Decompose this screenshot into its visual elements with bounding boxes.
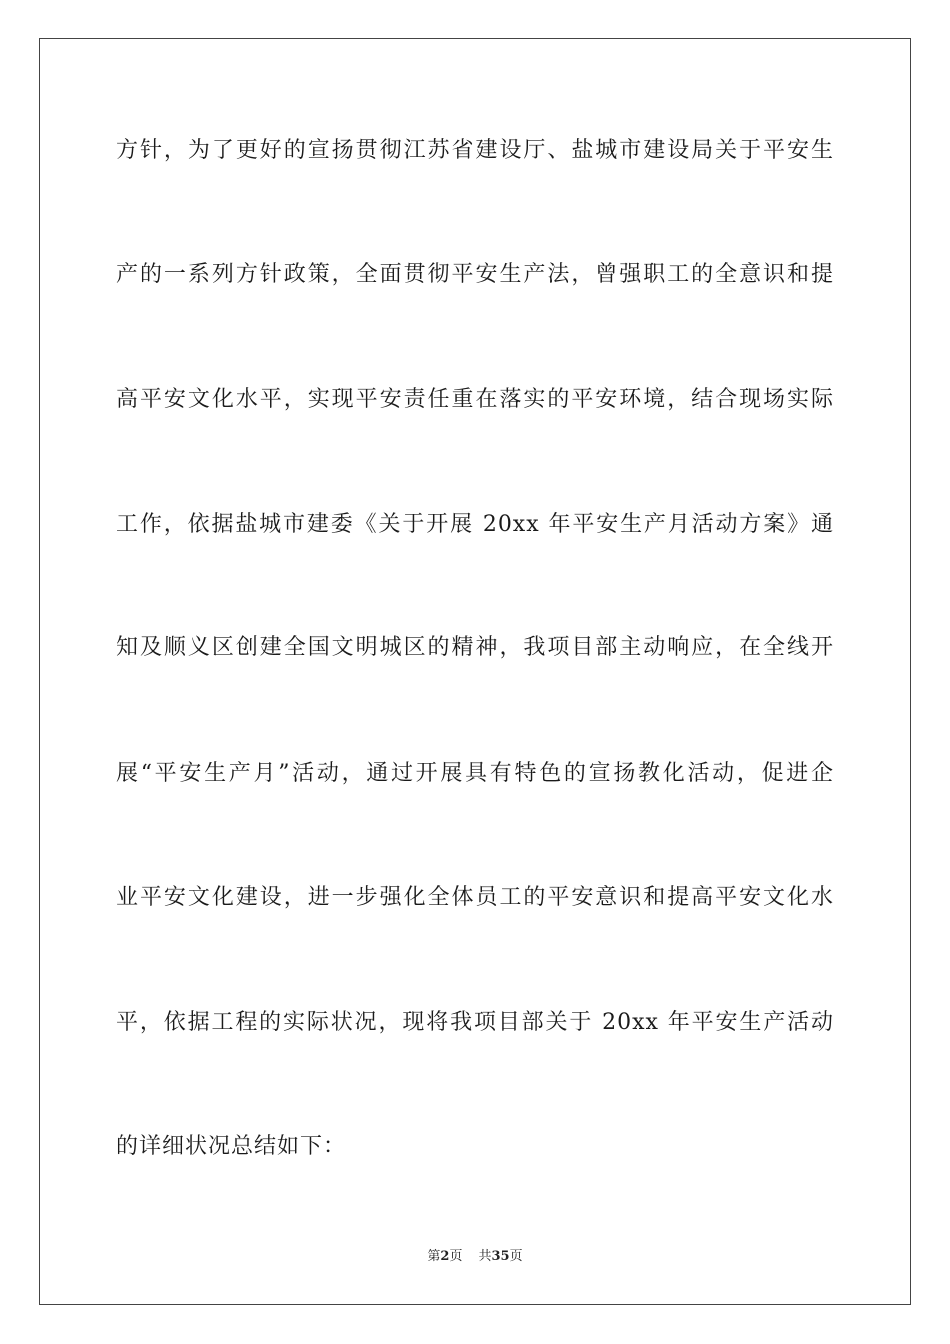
body-text-line: 平，依据工程的实际状况，现将我项目部关于 20xx 年平安生产活动 [116,1010,834,1035]
page-prefix: 第 [427,1249,441,1264]
body-text-line: 产的一系列方针政策，全面贯彻平安生产法，曾强职工的全意识和提 [116,262,834,287]
body-text-line-last: 的详细状况总结如下： [116,1134,347,1159]
page-number: 2 [440,1249,450,1264]
page-footer [0,1248,950,1266]
page-suffix: 页 [449,1249,463,1264]
total-pages: 35 [491,1249,510,1264]
total-prefix: 共 [478,1249,492,1264]
total-suffix: 页 [509,1249,523,1264]
body-text-line: 高平安文化水平，实现平安责任重在落实的平安环境，结合现场实际 [116,387,834,412]
body-text-line: 业平安文化建设，进一步强化全体员工的平安意识和提高平安文化水 [116,885,834,910]
body-text-line: 方针，为了更好的宣扬贯彻江苏省建设厅、盐城市建设局关于平安生 [116,138,834,163]
body-text-line: 知及顺义区创建全国文明城区的精神，我项目部主动响应，在全线开 [116,635,834,660]
body-text-line: 工作，依据盐城市建委《关于开展 20xx 年平安生产月活动方案》通 [116,512,834,537]
body-text-line: 展“平安生产月”活动，通过开展具有特色的宣扬教化活动，促进企 [116,761,834,786]
page-frame [39,38,911,1305]
